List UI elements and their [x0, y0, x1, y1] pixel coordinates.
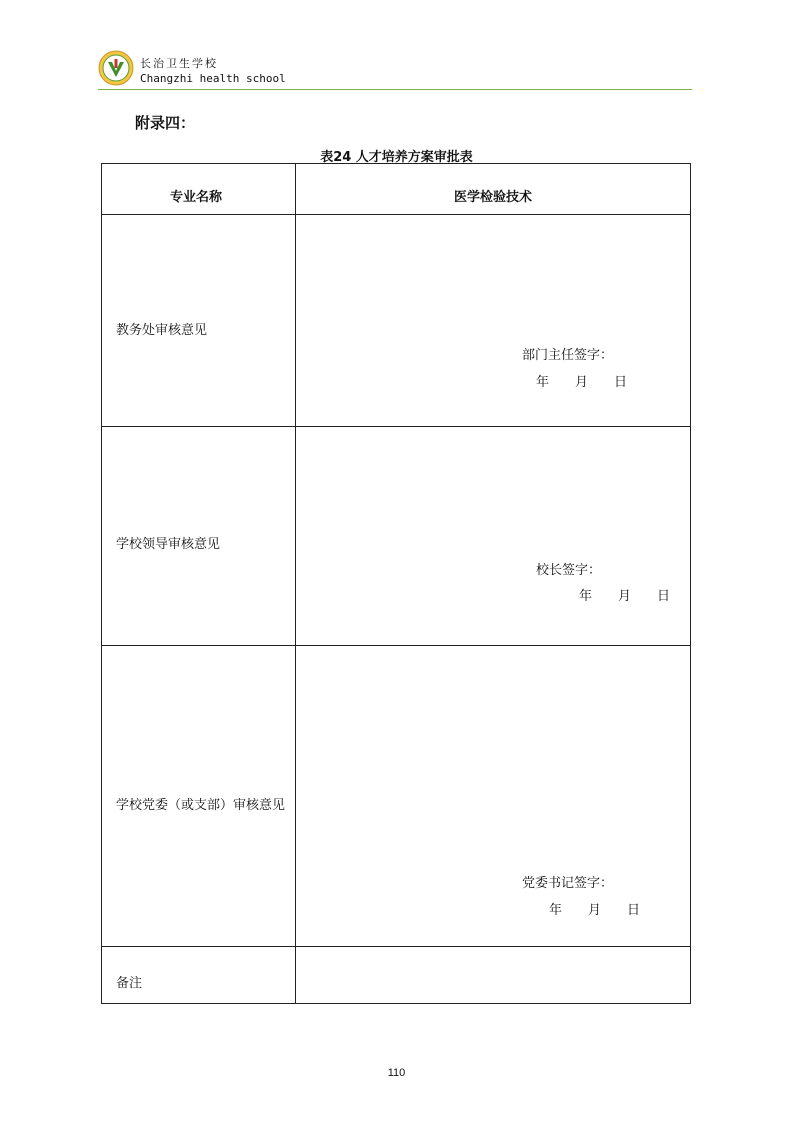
major-name-label: 专业名称: [170, 190, 223, 205]
approval-table: [101, 163, 691, 1004]
signature-line-party-secretary: 党委书记签字：: [522, 876, 614, 891]
signature-line-department-head: 部门主任签字：: [522, 348, 614, 363]
date-year: 年: [549, 903, 563, 918]
school-name-chinese: 长治卫生学校: [140, 57, 218, 70]
date-year: 年: [536, 375, 550, 390]
appendix-title: 附录四：: [135, 114, 196, 132]
row-divider: [102, 946, 690, 947]
date-day: 日: [657, 589, 671, 604]
row-label-remarks: 备注: [116, 976, 143, 991]
school-logo-icon: [98, 50, 134, 86]
row-label-party-committee: 学校党委（或支部）审核意见: [116, 798, 286, 813]
page-number: 110: [387, 1067, 406, 1079]
signature-line-principal: 校长签字：: [536, 563, 602, 578]
date-month: 月: [575, 375, 589, 390]
major-name-value: 医学检验技术: [454, 190, 533, 205]
row-label-academic-affairs: 教务处审核意见: [116, 323, 208, 338]
date-line: [536, 371, 627, 390]
date-month: 月: [588, 903, 602, 918]
table-caption: 表24 人才培养方案审批表: [320, 150, 473, 165]
date-day: 日: [627, 903, 641, 918]
date-year: 年: [579, 589, 593, 604]
column-divider: [295, 164, 296, 1003]
date-day: 日: [614, 375, 628, 390]
date-month: 月: [618, 589, 632, 604]
school-name-english: Changzhi health school: [140, 72, 286, 85]
header-divider: [98, 89, 692, 90]
date-line: [549, 899, 640, 918]
row-divider: [102, 426, 690, 427]
row-label-school-leadership: 学校领导审核意见: [116, 537, 221, 552]
row-divider: [102, 645, 690, 646]
date-line: [579, 585, 670, 604]
row-divider: [102, 214, 690, 215]
page-header: [98, 48, 692, 90]
